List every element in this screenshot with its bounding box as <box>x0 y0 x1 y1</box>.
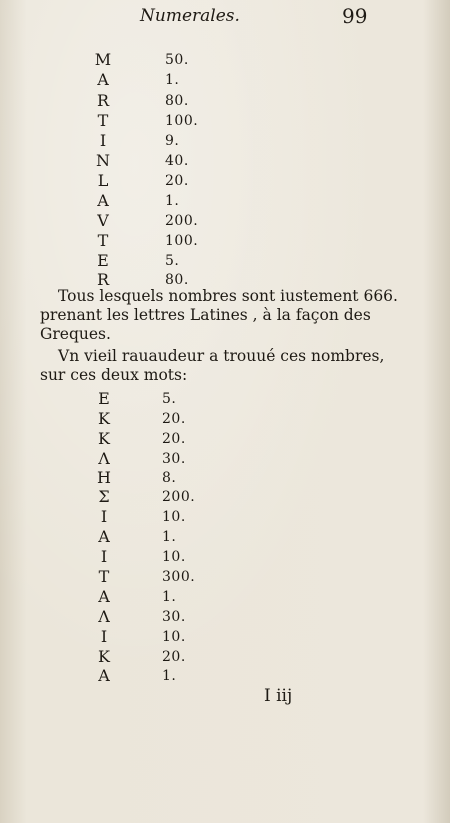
value: 1. <box>162 529 177 545</box>
signature-mark: I iij <box>264 686 293 706</box>
value: 200. <box>162 489 196 505</box>
letter: A <box>97 70 109 89</box>
letter: T <box>97 111 109 130</box>
value: 1. <box>165 72 180 88</box>
letter: A <box>97 191 109 210</box>
letter: N <box>96 151 110 170</box>
letter: Ι <box>100 547 108 566</box>
value: 5. <box>162 391 177 407</box>
text-line: Vn vieil rauaudeur a trouué ces nombres, <box>58 347 385 365</box>
value: 30. <box>162 609 186 625</box>
value: 20. <box>162 431 186 447</box>
letter: Κ <box>98 429 110 448</box>
value: 1. <box>165 193 180 209</box>
letter: Τ <box>98 567 110 586</box>
letter: Σ <box>98 487 110 506</box>
value: 20. <box>165 173 189 189</box>
letter: Λ <box>98 607 110 626</box>
letter: Κ <box>98 409 110 428</box>
letter: T <box>97 231 109 250</box>
letter: R <box>96 91 110 110</box>
letter: M <box>94 50 112 69</box>
value: 200. <box>165 213 199 229</box>
value: 20. <box>162 649 186 665</box>
letter: E <box>97 251 109 270</box>
value: 20. <box>162 411 186 427</box>
value: 50. <box>165 52 189 68</box>
value: 30. <box>162 451 186 467</box>
letter: Λ <box>98 449 110 468</box>
value: 10. <box>162 629 186 645</box>
letter: I <box>99 131 107 150</box>
letter: Α <box>98 666 110 685</box>
value: 300. <box>162 569 196 585</box>
letter: Κ <box>98 647 110 666</box>
letter: Η <box>97 468 111 487</box>
letter: L <box>97 171 109 190</box>
letter: V <box>97 211 109 230</box>
letter: Ι <box>100 627 108 646</box>
value: 1. <box>162 589 177 605</box>
value: 10. <box>162 549 186 565</box>
value: 80. <box>165 93 189 109</box>
value: 5. <box>165 253 180 269</box>
page-number: 99 <box>342 4 368 28</box>
letter: Ι <box>100 507 108 526</box>
value: 9. <box>165 133 180 149</box>
letter: Ε <box>98 389 110 408</box>
text-line: Tous lesquels nombres sont iustement 666. <box>58 287 398 305</box>
page-header <box>0 4 450 28</box>
letter: R <box>96 270 110 289</box>
value: 100. <box>165 233 199 249</box>
text-line: Greques. <box>40 325 111 343</box>
value: 8. <box>162 470 177 486</box>
text-line: sur ces deux mots: <box>40 366 188 384</box>
text-line: prenant les lettres Latines , à la façon des <box>40 306 371 324</box>
value: 1. <box>162 668 177 684</box>
letter: Α <box>98 587 110 606</box>
value: 80. <box>165 272 189 288</box>
value: 40. <box>165 153 189 169</box>
value: 100. <box>165 113 199 129</box>
value: 10. <box>162 509 186 525</box>
running-title: Numerales. <box>140 6 240 26</box>
letter: Α <box>98 527 110 546</box>
